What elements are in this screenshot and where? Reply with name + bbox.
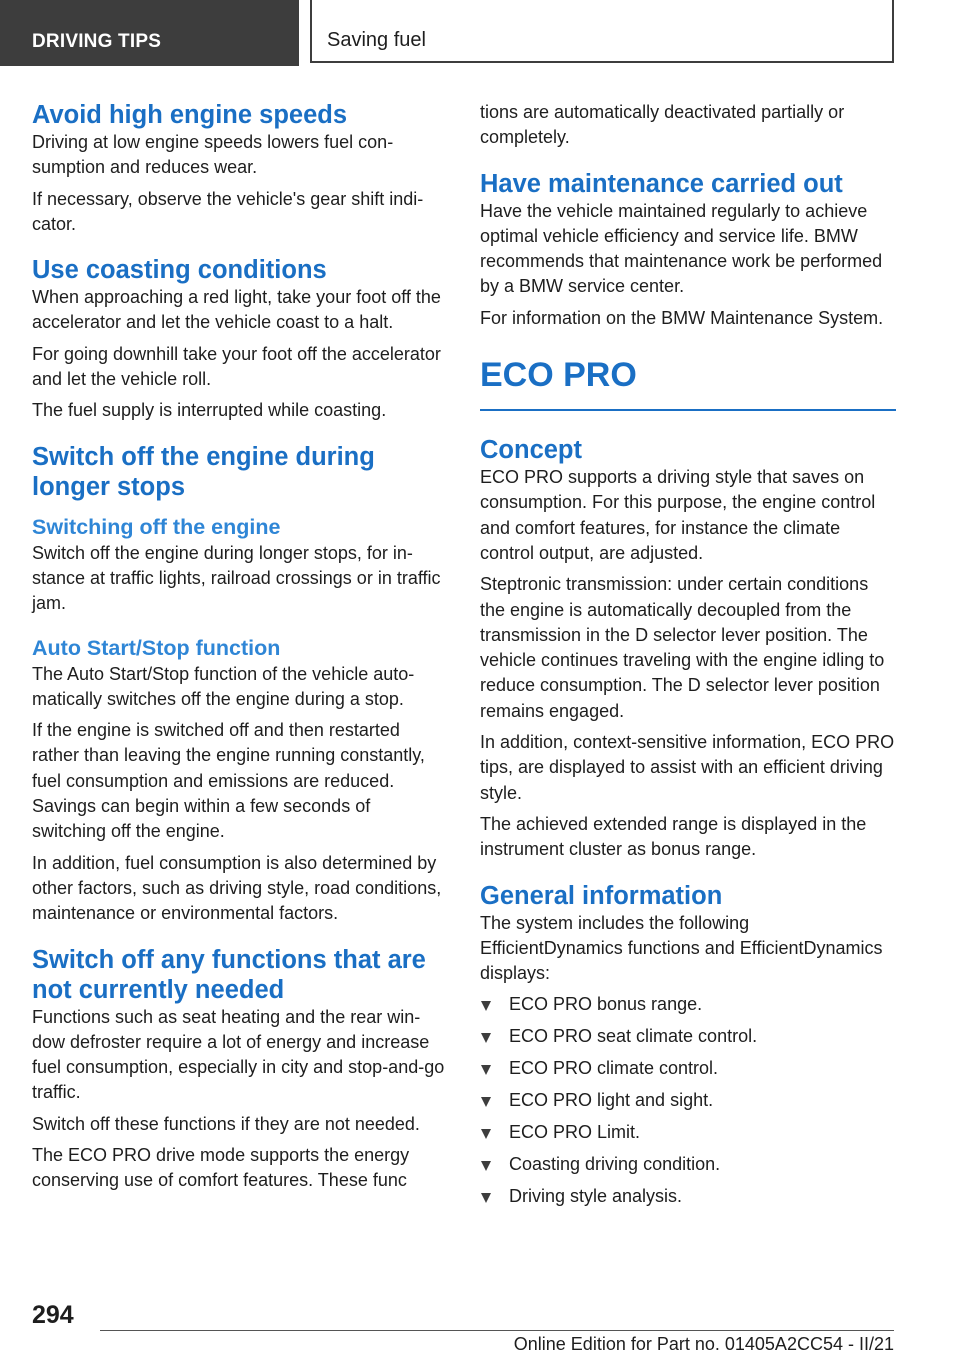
paragraph: Have the vehicle maintained regularly to achieve optimal vehicle efficiency and service life. BMW recommends that maintenance work be performed by a BMW service center. [480, 200, 883, 297]
section-tab [0, 0, 299, 66]
triangle-bullet-icon [481, 1097, 491, 1107]
paragraph: For going downhill take your foot off the accelerator and let the vehicle roll. [32, 343, 441, 390]
paragraph: The fuel supply is interrupted while coasting. [32, 400, 387, 421]
page-header [0, 0, 960, 66]
function-list [480, 992, 896, 1209]
list-item: ECO PRO light and sight. [480, 1088, 896, 1113]
footer-divider [100, 1330, 894, 1331]
paragraph: If the engine is switched off and then restarted rather than leaving the engine running constantly, fuel consumption and emissions are reduced. Savings can begin within a few seconds of switching off the engine. [32, 720, 425, 842]
subheading-auto-start-stop: Auto Start/Stop function [32, 635, 281, 660]
triangle-bullet-icon [481, 1161, 491, 1171]
heading-eco-pro: ECO PRO [480, 356, 637, 395]
heading-general-information: General information [480, 881, 723, 910]
chapter-title: Saving fuel [327, 29, 426, 51]
paragraph: Steptronic transmission: under certain conditions the engine is automatically decoupled from the transmission in the D selector lever position. The vehicle continues traveling with the engine idling to reduce consumption. The D selector lever position remains engaged. [480, 574, 885, 721]
paragraph: The Auto Start/Stop function of the vehicle automatically switches off the engine during a stop. [32, 663, 415, 709]
heading-avoid-high-engine-speeds: Avoid high engine speeds [32, 101, 348, 129]
paragraph: Switch off the engine during longer stops, for instance at traffic lights, railroad crossings or in traffic jam. [32, 542, 441, 614]
page-number: 294 [32, 1301, 74, 1329]
list-item: ECO PRO climate control. [480, 1056, 896, 1081]
list-item: ECO PRO bonus range. [480, 992, 896, 1017]
triangle-bullet-icon [481, 1033, 491, 1043]
triangle-bullet-icon [481, 1001, 491, 1011]
list-item: ECO PRO Limit. [480, 1120, 896, 1145]
paragraph: tions are automatically deactivated partially or completely. [480, 102, 845, 148]
paragraph: In addition, context-sensitive information, ECO PRO tips, are displayed to assist with an efficient driving style. [480, 732, 895, 803]
heading-have-maintenance: Have maintenance carried out [480, 169, 843, 198]
paragraph: Switch off these functions if they are not needed. [32, 1113, 420, 1134]
list-item: ECO PRO seat climate control. [480, 1024, 896, 1049]
heading-switch-off-functions: Switch off any functions that are not currently needed [32, 945, 426, 1004]
right-column [480, 100, 896, 1216]
heading-use-coasting-conditions: Use coasting conditions [32, 256, 327, 285]
triangle-bullet-icon [481, 1065, 491, 1075]
edition-note: Online Edition for Part no. 01405A2CC54 - II/21 [513, 1334, 894, 1354]
triangle-bullet-icon [481, 1193, 491, 1203]
paragraph: The ECO PRO drive mode supports the energy conserving use of comfort features. These func [32, 1145, 410, 1191]
triangle-bullet-icon [481, 1129, 491, 1139]
paragraph: Driving at low engine speeds lowers fuel consumption and reduces wear. [32, 132, 394, 178]
list-item: Driving style analysis. [480, 1184, 896, 1209]
paragraph: If necessary, observe the vehicle's gear shift indicator. [32, 188, 424, 234]
subheading-switching-off-engine: Switching off the engine [32, 514, 281, 539]
paragraph: ECO PRO supports a driving style that saves on consumption. For this purpose, the engine control and comfort features, for instance the climate control output, are adjusted. [480, 467, 876, 563]
eco-pro-rule [480, 355, 896, 411]
list-item: Coasting driving condition. [480, 1152, 896, 1177]
paragraph: When approaching a red light, take your foot off the accelerator and let the vehicle coast to a halt. [32, 287, 441, 333]
paragraph: In addition, fuel consumption is also determined by other factors, such as driving style, road conditions, maintenance or environmental factors. [32, 852, 442, 924]
heading-concept: Concept [480, 436, 582, 465]
heading-switch-off-engine: Switch off the engine during longer stops [32, 442, 375, 501]
chapter-tab [310, 0, 894, 63]
paragraph: Functions such as seat heating and the rear window defroster require a lot of energy and increase fuel consumption, especially in city and stop-and-go traffic. [32, 1006, 445, 1103]
paragraph: The system includes the following EfficientDynamics functions and EfficientDynamics displays: [480, 912, 883, 984]
paragraph: The achieved extended range is displayed in the instrument cluster as bonus range. [480, 813, 867, 860]
section-title: DRIVING TIPS [32, 31, 162, 52]
paragraph: For information on the BMW Maintenance System. [480, 307, 884, 328]
left-column [32, 100, 446, 1194]
